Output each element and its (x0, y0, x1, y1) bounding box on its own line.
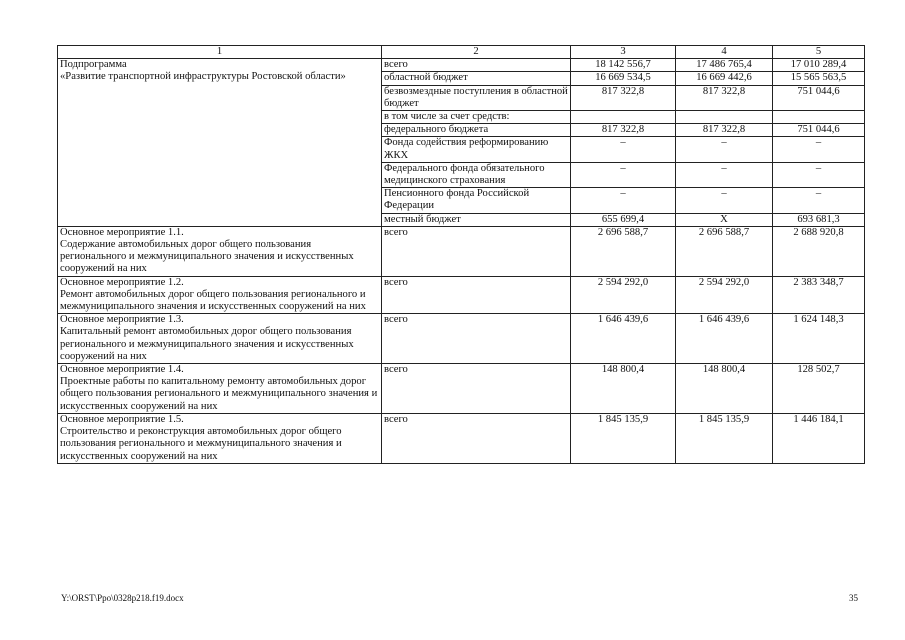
measure-title: Основное мероприятие 1.5. (60, 413, 184, 425)
row-value-col3: 817 322,8 (571, 124, 676, 137)
row-value-col3: 16 669 534,5 (571, 72, 676, 85)
page-number: 35 (849, 593, 858, 603)
row-value-col5: 1 446 184,1 (773, 413, 865, 463)
row-value-col3: 2 594 292,0 (571, 276, 676, 314)
row-value-col4: X (676, 213, 773, 226)
row-value-col5: 751 044,6 (773, 85, 865, 110)
row-value-col4: 817 322,8 (676, 85, 773, 110)
row-label: областной бюджет (382, 72, 571, 85)
file-reference: Y:\ORST\Ppo\0328p218.f19.docx (61, 593, 184, 603)
row-value-col4: 2 594 292,0 (676, 276, 773, 314)
row-label: местный бюджет (382, 213, 571, 226)
header-col-4: 4 (676, 46, 773, 59)
row-value-col3: 18 142 556,7 (571, 59, 676, 72)
row-label: Пенсионного фонда Российской Федерации (382, 188, 571, 213)
row-value-col5: – (773, 162, 865, 187)
row-value-col3: 817 322,8 (571, 85, 676, 110)
header-col-1: 1 (58, 46, 382, 59)
row-value-col5: 128 502,7 (773, 364, 865, 414)
row-value-col3: – (571, 188, 676, 213)
budget-table (57, 45, 865, 464)
row-label: всего (382, 59, 571, 72)
measure-row-1-4 (58, 364, 865, 414)
row-value-col3: 148 800,4 (571, 364, 676, 414)
row-value-col4: 148 800,4 (676, 364, 773, 414)
row-value-col4: – (676, 137, 773, 162)
row-value-col5 (773, 111, 865, 124)
row-label: всего (382, 314, 571, 364)
measure-row-1-5 (58, 413, 865, 463)
subprogram-title-cell (58, 59, 382, 227)
measure-description: Капитальный ремонт автомобильных дорог общего пользования регионального и межмуниципального значения и искусственных сооружений на них (60, 326, 354, 362)
row-value-col3: – (571, 162, 676, 187)
measure-title: Основное мероприятие 1.4. (60, 364, 184, 376)
measure-cell (58, 276, 382, 314)
header-col-3: 3 (571, 46, 676, 59)
measure-row-1-3 (58, 314, 865, 364)
row-label: Фонда содействия реформированию ЖКХ (382, 137, 571, 162)
row-value-col5: 693 681,3 (773, 213, 865, 226)
row-value-col4: 16 669 442,6 (676, 72, 773, 85)
row-value-col5: 751 044,6 (773, 124, 865, 137)
measure-description: Ремонт автомобильных дорог общего пользования регионального и межмуниципального значения и искусственных сооружений на них (60, 288, 366, 313)
row-value-col5: 15 565 563,5 (773, 72, 865, 85)
row-label: безвозмездные поступления в областной бюджет (382, 85, 571, 110)
row-label: всего (382, 226, 571, 276)
subprogram-title: Подпрограмма (60, 59, 127, 71)
row-label: всего (382, 276, 571, 314)
measure-cell (58, 314, 382, 364)
row-value-col5: – (773, 188, 865, 213)
subprogram-row-total (58, 59, 865, 72)
measure-cell (58, 413, 382, 463)
measure-description: Проектные работы по капитальному ремонту автомобильных дорог общего пользования регионального и межмуниципального значения и искусственных сооружений на них (60, 376, 378, 412)
header-row (58, 46, 865, 59)
measure-row-1-2 (58, 276, 865, 314)
measure-row-1-1 (58, 226, 865, 276)
row-value-col4: – (676, 188, 773, 213)
measure-title: Основное мероприятие 1.3. (60, 314, 184, 326)
header-col-2: 2 (382, 46, 571, 59)
row-label: всего (382, 364, 571, 414)
row-value-col3: 2 696 588,7 (571, 226, 676, 276)
row-label: федерального бюджета (382, 124, 571, 137)
row-value-col3: 1 646 439,6 (571, 314, 676, 364)
row-value-col4: 817 322,8 (676, 124, 773, 137)
row-label: в том числе за счет средств: (382, 111, 571, 124)
row-value-col4: 2 696 588,7 (676, 226, 773, 276)
subprogram-name: «Развитие транспортной инфраструктуры Ростовской области» (60, 71, 346, 83)
row-value-col5: 2 688 920,8 (773, 226, 865, 276)
row-value-col5: 1 624 148,3 (773, 314, 865, 364)
row-value-col4: 17 486 765,4 (676, 59, 773, 72)
row-value-col5: 2 383 348,7 (773, 276, 865, 314)
measure-cell (58, 364, 382, 414)
row-value-col3: 655 699,4 (571, 213, 676, 226)
row-value-col4: 1 646 439,6 (676, 314, 773, 364)
row-value-col5: – (773, 137, 865, 162)
row-value-col3 (571, 111, 676, 124)
row-label: всего (382, 413, 571, 463)
row-value-col4: 1 845 135,9 (676, 413, 773, 463)
measure-title: Основное мероприятие 1.2. (60, 276, 184, 288)
measure-title: Основное мероприятие 1.1. (60, 226, 184, 238)
row-value-col4: – (676, 162, 773, 187)
row-value-col3: 1 845 135,9 (571, 413, 676, 463)
header-col-5: 5 (773, 46, 865, 59)
measure-description: Содержание автомобильных дорог общего пользования регионального и межмуниципального значения и искусственных сооружений на них (60, 239, 354, 275)
row-value-col3: – (571, 137, 676, 162)
row-label: Федерального фонда обязательного медицинского страхования (382, 162, 571, 187)
row-value-col5: 17 010 289,4 (773, 59, 865, 72)
row-value-col4 (676, 111, 773, 124)
measure-description: Строительство и реконструкция автомобильных дорог общего пользования регионального и межмуниципального значения и искусственных сооружений на них (60, 426, 342, 462)
measure-cell (58, 226, 382, 276)
